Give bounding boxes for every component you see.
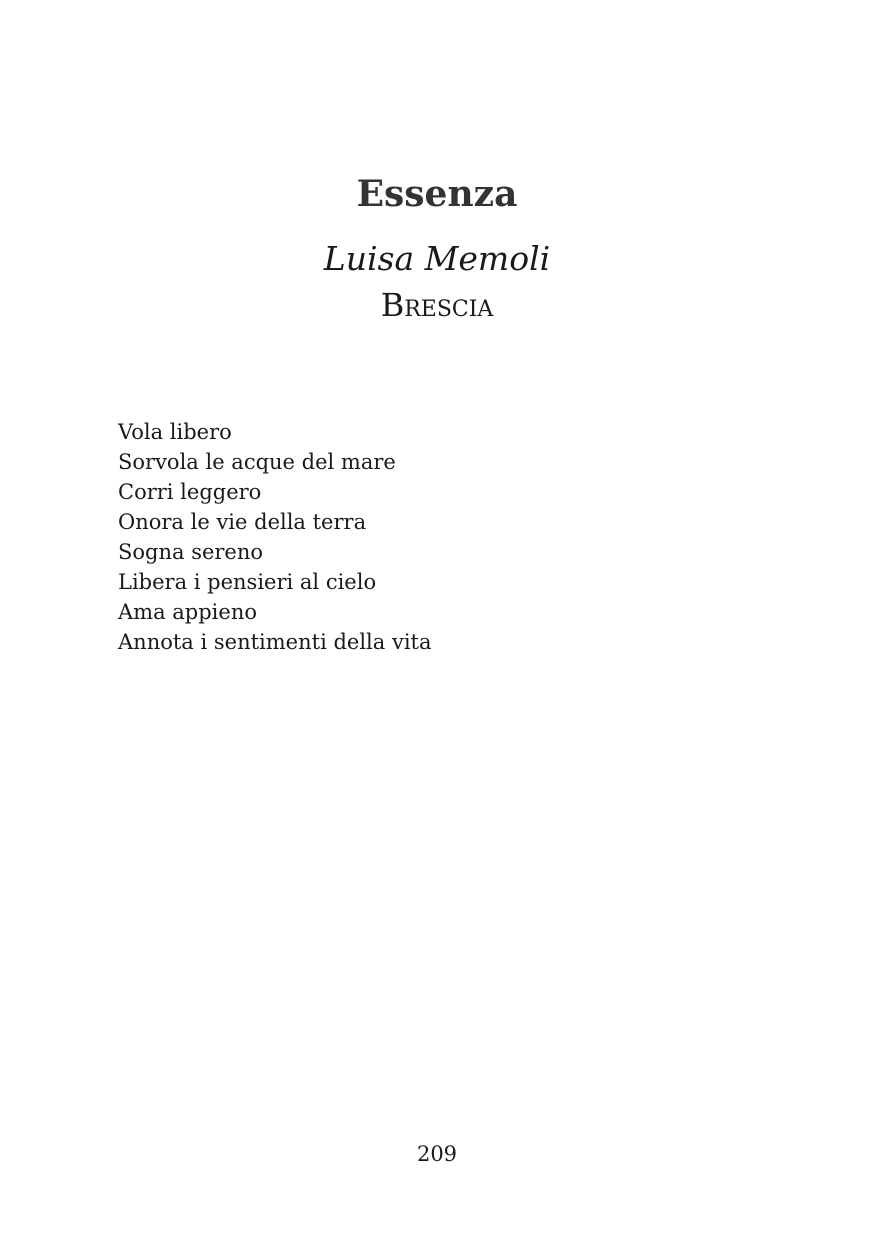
page-number: 209 <box>416 1142 458 1166</box>
poem-line: Ama appieno <box>118 600 257 624</box>
poem-line: Corri leggero <box>118 480 262 504</box>
poem-line: Onora le vie della terra <box>118 510 367 534</box>
poem-body <box>118 417 758 657</box>
author-city: Brescia <box>380 286 494 324</box>
poem-line: Sogna sereno <box>118 540 264 564</box>
poem-title: Essenza <box>356 173 518 215</box>
poem-line: Sorvola le acque del mare <box>118 450 396 474</box>
poem-line: Vola libero <box>118 420 232 444</box>
poem-line: Libera i pensieri al cielo <box>118 570 377 594</box>
author-name: Luisa Memoli <box>323 239 551 278</box>
poem-line: Annota i sentimenti della vita <box>118 630 432 654</box>
